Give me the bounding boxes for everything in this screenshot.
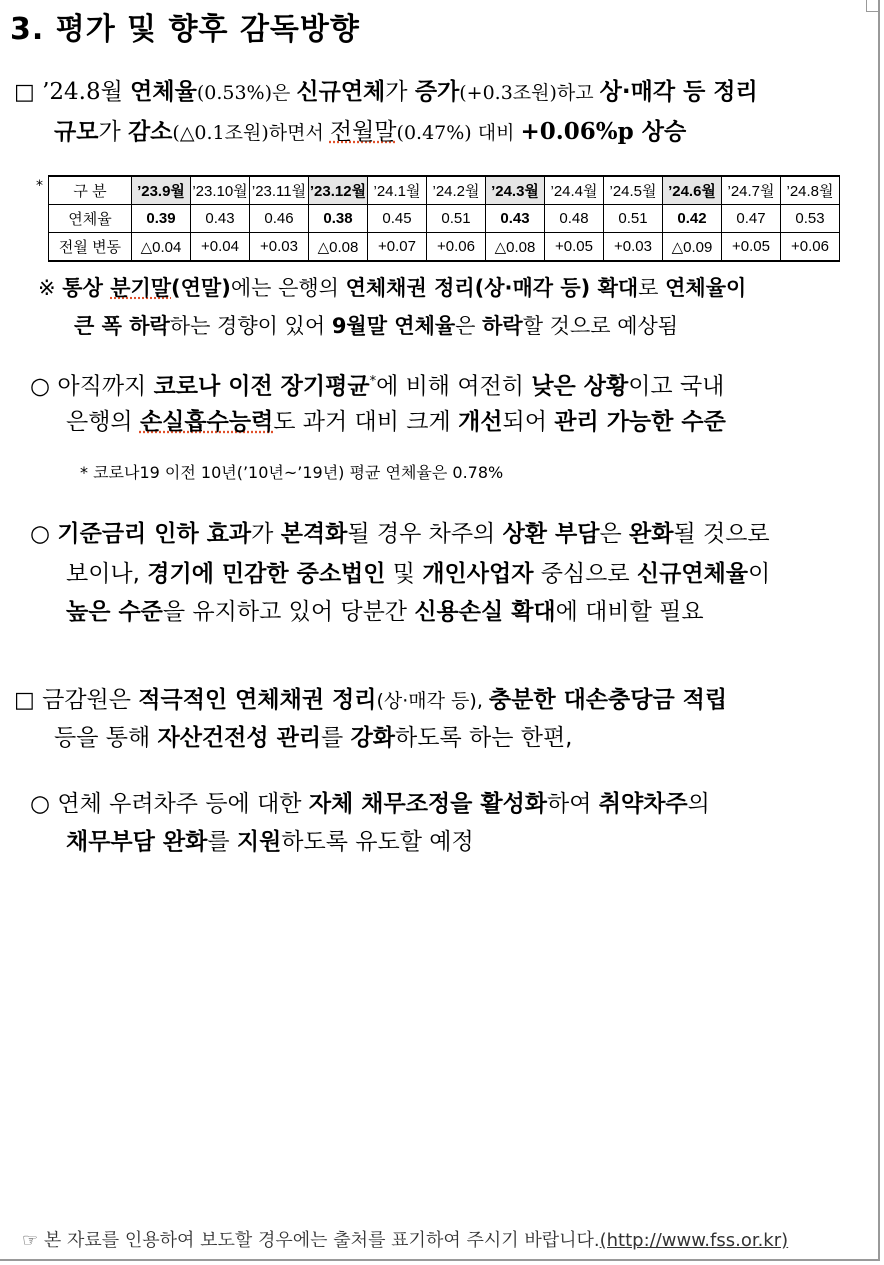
text-bold: 상환 부담: [502, 521, 600, 547]
para4-line1: [14, 680, 727, 721]
table-header-cell: 구 분: [49, 176, 132, 205]
table-cell: +0.06: [427, 233, 486, 262]
text-bold: 분기말: [110, 276, 172, 300]
table-cell: +0.03: [604, 233, 663, 262]
table-cell: 0.45: [368, 205, 427, 233]
table-cell: 0.43: [191, 205, 250, 233]
table-header-cell: ’24.8월: [781, 176, 840, 205]
text: 가: [251, 521, 281, 547]
text-bold: 통상: [62, 276, 111, 300]
text-bold: (연말): [171, 276, 231, 300]
table-header-cell: ’24.5월: [604, 176, 663, 205]
table-header-cell: ’24.2월: [427, 176, 486, 205]
table-header-cell: ’24.6월: [663, 176, 722, 205]
text-bold: 지원: [236, 829, 282, 855]
table-cell: +0.03: [250, 233, 309, 262]
table-header-cell: ’23.10월: [191, 176, 250, 205]
text-bold: 채무부담 완화: [66, 829, 208, 855]
table-cell: 0.39: [132, 205, 191, 233]
text-bold: 자산건전성 관리: [157, 725, 322, 751]
table-header-cell: ’24.3월: [486, 176, 545, 205]
text-bold: 하락: [482, 314, 523, 338]
text: 은: [455, 314, 483, 338]
para3-line2: [66, 554, 770, 594]
text: 될 것으로: [673, 521, 770, 547]
text: 되어: [502, 409, 555, 435]
text-bold: 경기에 민감한 중소법인: [147, 561, 386, 587]
square-bullet-icon: □: [14, 688, 35, 713]
text-bold: 신용손실 확대: [414, 599, 556, 625]
para1-line2: [54, 112, 686, 153]
table-header-row: [49, 176, 840, 205]
text: 에는 은행의: [230, 276, 346, 300]
reference-mark-icon: ※: [38, 276, 56, 300]
text-bold: 강화: [350, 725, 396, 751]
table-cell: 0.47: [722, 205, 781, 233]
text-bold: 손실흡수능력: [139, 409, 274, 435]
table-header-cell: ’23.11월: [250, 176, 309, 205]
table-row-label: 연체율: [49, 205, 132, 233]
table-header-cell: ’24.1월: [368, 176, 427, 205]
table-header-cell: ’23.9월: [132, 176, 191, 205]
text: 를: [207, 829, 237, 855]
text-bold: 상·매각 등 정리: [599, 79, 758, 105]
table-cell: +0.05: [722, 233, 781, 262]
delinquency-table: [48, 175, 840, 262]
text: 은행의: [66, 409, 140, 435]
table-cell: △0.08: [486, 233, 545, 262]
text-bold: 규모: [54, 119, 99, 145]
pointing-hand-icon: ☞: [22, 1230, 39, 1251]
text: 하는 경향이 있어: [169, 314, 332, 338]
table-row-change: [49, 233, 840, 262]
para5-line1: [30, 784, 710, 824]
table-cell: 0.42: [663, 205, 722, 233]
text: 를: [321, 725, 351, 751]
text: 하여: [547, 791, 599, 817]
text-bold: 큰 폭 하락: [74, 314, 170, 338]
text-bold: 연체율: [130, 79, 197, 105]
text-bold: 연체채권 정리(상·매각 등) 확대: [345, 276, 639, 300]
text-bold: 자체 채무조정을 활성화: [308, 791, 548, 817]
square-bullet-icon: □: [14, 80, 35, 105]
table-cell: +0.06: [781, 233, 840, 262]
text-bold: 높은 수준: [66, 599, 163, 625]
text: 의: [687, 791, 710, 817]
text-bold: 낮은 상황: [531, 373, 629, 400]
footnote: * 코로나19 이전 10년(’10년~’19년) 평균 연체율은 0.78%: [80, 463, 504, 482]
text-bold: 개선: [458, 409, 503, 435]
text-bold: 충분한 대손충당금 적립: [488, 687, 728, 713]
text-bold: 감소: [127, 119, 173, 145]
text: 은: [599, 521, 630, 547]
para3-line1: [30, 514, 770, 554]
text: 중심으로: [533, 561, 637, 587]
text: 가: [98, 119, 128, 145]
circle-bullet-icon: ○: [30, 521, 51, 547]
circle-bullet-icon: ○: [30, 373, 51, 400]
table-cell: 0.53: [781, 205, 840, 233]
footer-notice: [22, 1226, 788, 1252]
table-cell: 0.48: [545, 205, 604, 233]
text: 하도록 유도할 예정: [281, 829, 474, 855]
note1-line1: [38, 268, 746, 308]
table-cell: +0.04: [191, 233, 250, 262]
table-cell: 0.51: [427, 205, 486, 233]
table-footnote-mark: *: [36, 178, 43, 194]
text-bold: 개인사업자: [422, 561, 534, 587]
section-title: 3. 평가 및 향후 감독방향: [10, 12, 360, 47]
table-cell: 0.46: [250, 205, 309, 233]
text-bold: 관리 가능한 수준: [554, 409, 726, 435]
text-bold: 신규연체: [296, 79, 386, 105]
table-cell: +0.07: [368, 233, 427, 262]
text-bold: 완화: [629, 521, 674, 547]
text: 도 과거 대비 크게: [273, 409, 459, 435]
para4-line2: [54, 718, 572, 758]
text: 및: [385, 561, 423, 587]
table-cell: △0.09: [663, 233, 722, 262]
text: 연체 우려차주 등에 대한: [57, 791, 309, 817]
text: 보이나,: [66, 561, 148, 587]
table-header-cell: ’24.7월: [722, 176, 781, 205]
text: 이: [748, 561, 771, 587]
text: (0.53%)은: [196, 82, 297, 104]
text-bold: 9월말 연체율: [331, 314, 456, 338]
note1-line2: [74, 306, 678, 346]
text: 을 유지하고 있어 당분간: [162, 599, 415, 625]
text: 등을 통해: [54, 725, 158, 751]
table-header-cell: ’24.4월: [545, 176, 604, 205]
text: 할 것으로 예상됨: [522, 314, 679, 338]
text: 에 대비할 필요: [555, 599, 704, 625]
text-bold: +0.06%p 상승: [520, 118, 687, 145]
text: 가: [385, 79, 415, 105]
text: (상·매각 등),: [376, 690, 489, 712]
text-bold: 적극적인 연체채권 정리: [138, 687, 377, 713]
footer-text: 본 자료를 인용하여 보도할 경우에는 출처를 표기하여 주시기 바랍니다.: [38, 1230, 600, 1251]
text: 에 비해 여전히: [376, 373, 532, 400]
text-bold: 증가: [414, 79, 460, 105]
page-corner: [866, 0, 880, 12]
text: (0.47%) 대비: [396, 122, 521, 144]
text: 하도록 하는 한편,: [395, 725, 573, 751]
text-bold: 기준금리 인하 효과: [57, 521, 252, 547]
text-underlined: 전월말: [329, 119, 397, 145]
text: 아직까지: [57, 373, 154, 400]
text: (+0.3조원)하고: [459, 82, 600, 104]
table-header-cell: ’23.12월: [309, 176, 368, 205]
table-cell: 0.43: [486, 205, 545, 233]
para3-line3: [66, 592, 704, 632]
text: 될 경우 차주의: [347, 521, 503, 547]
para2-line2: [66, 402, 726, 442]
table-cell: 0.38: [309, 205, 368, 233]
table-cell: +0.05: [545, 233, 604, 262]
para1-line1: [14, 72, 758, 113]
text: 이고 국내: [628, 373, 725, 400]
text: ’24.8월: [42, 79, 131, 105]
text-bold: 코로나 이전 장기평균: [153, 373, 370, 400]
table-row-rate: [49, 205, 840, 233]
text-bold: 연체율이: [665, 276, 747, 300]
text: 금감원은: [42, 687, 139, 713]
table-cell: △0.08: [309, 233, 368, 262]
para5-line2: [66, 822, 474, 862]
text: 로: [638, 276, 666, 300]
fss-link[interactable]: (http://www.fss.or.kr): [599, 1230, 789, 1251]
text-bold: 신규연체율: [636, 561, 749, 587]
text: (△0.1조원)하면서: [172, 122, 330, 144]
text-bold: 취약차주: [598, 791, 688, 817]
circle-bullet-icon: ○: [30, 791, 51, 817]
table-cell: △0.04: [132, 233, 191, 262]
table-row-label: 전월 변동: [49, 233, 132, 262]
text-bold: 본격화: [280, 521, 348, 547]
para2-line1: [30, 362, 724, 407]
table-cell: 0.51: [604, 205, 663, 233]
text-sup: *: [369, 374, 377, 389]
